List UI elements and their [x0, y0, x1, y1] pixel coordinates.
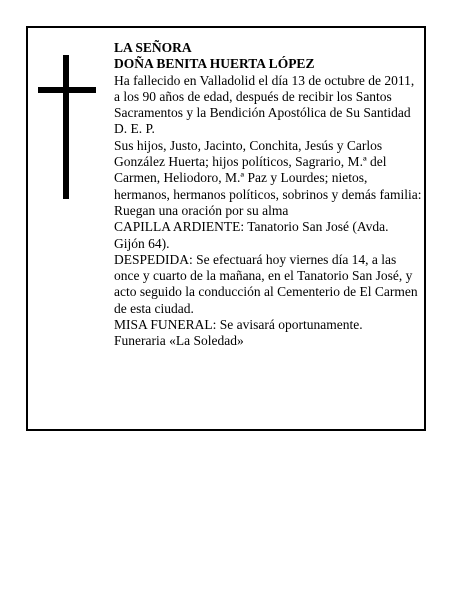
cross-horizontal-bar — [38, 87, 96, 93]
death-announcement: Ha fallecido en Valladolid el día 13 de octubre de 2011, a los 90 años de edad, después de recibir los Santos Sacramentos y la Bendición Apostólica de Su Santidad D. E. P. — [114, 72, 415, 137]
cross-vertical-bar — [63, 55, 69, 199]
funeral-mass-info: MISA FUNERAL: Se avisará oportunamente. — [114, 317, 363, 333]
family-list: Sus hijos, Justo, Jacinto, Conchita, Jesús y Carlos González Huerta; hijos políticos, Sagrario, M.ª del Carmen, Heliodoro, M.ª Paz y Lourdes; nietos, hermanos, hermanos políticos, sobrinos y demás familia: — [114, 137, 422, 202]
prayer-request: Ruegan una oración por su alma — [114, 202, 289, 218]
farewell-info: DESPEDIDA: Se efectuará hoy viernes día 14, a las once y cuarto de la mañana, en el Tanatorio San José, y acto seguido la conducción al Cementerio de El Carmen de esta ciudad. — [114, 251, 418, 316]
cross-icon — [38, 55, 96, 199]
notice-text — [114, 40, 422, 350]
obituary-notice — [26, 26, 426, 431]
chapel-info: CAPILLA ARDIENTE: Tanatorio San José (Avda. Gijón 64). — [114, 219, 389, 251]
deceased-name: DOÑA BENITA HUERTA LÓPEZ — [114, 56, 315, 72]
notice-header-title: LA SEÑORA — [114, 40, 192, 55]
funeral-home: Funeraria «La Soledad» — [114, 333, 244, 349]
